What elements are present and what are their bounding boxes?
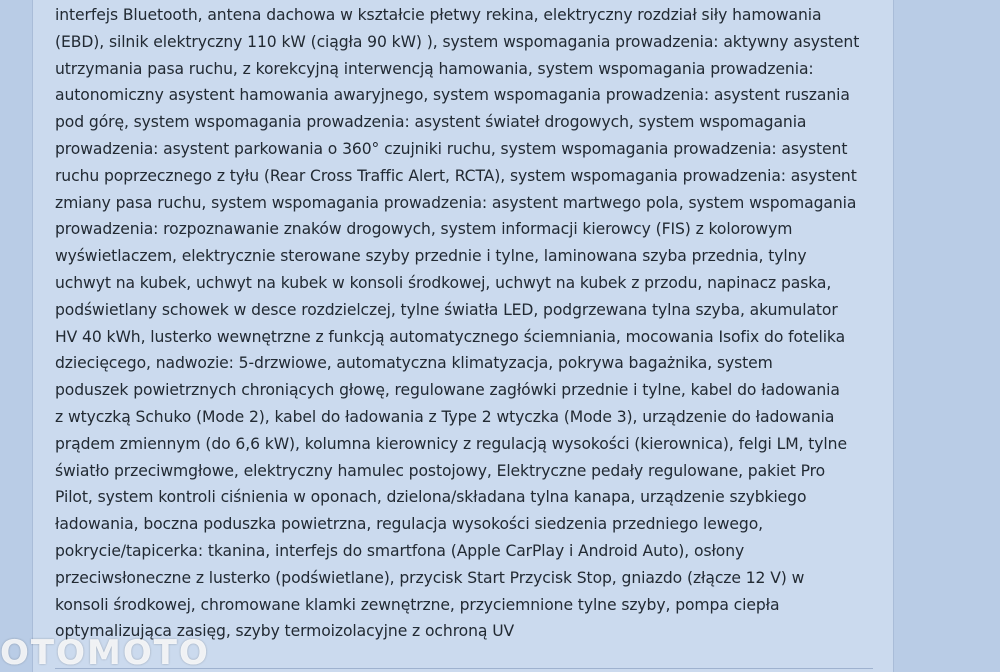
equipment-line: interfejs Bluetooth, antena dachowa w kształcie płetwy rekina, elektryczny rozdział siły hamowania [55,6,822,24]
equipment-line: HV 40 kWh, lusterko wewnętrzne z funkcją automatycznego ściemniania, mocowania Isofix do fotelika [55,327,846,346]
otomoto-watermark: OTOMOTO [0,633,210,672]
equipment-line: pokrycie/tapicerka: tkanina, interfejs do smartfona (Apple CarPlay i Android Auto), osłony [55,541,745,560]
equipment-line: prowadzenia: rozpoznawanie znaków drogowych, system informacji kierowcy (FIS) z kolorowym [55,220,793,239]
equipment-line: wyświetlaczem, elektrycznie sterowane szyby przednie i tylne, laminowana szyba przednia, tylny [55,247,807,266]
equipment-line: światło przeciwmgłowe, elektryczny hamulec postojowy, Elektryczne pedały regulowane, pakiet Pro [55,461,826,480]
equipment-line: z wtyczką Schuko (Mode 2), kabel do ładowania z Type 2 wtyczka (Mode 3), urządzenie do ładowania [55,407,835,426]
equipment-line: poduszek powietrznych chroniących głowę, regulowane zagłówki przednie i tylne, kabel do ładowania [55,381,840,400]
equipment-line: konsoli środkowej, chromowane klamki zewnętrzne, przyciemnione tylne szyby, pompa ciepła [55,595,780,614]
equipment-line: (EBD), silnik elektryczny 110 kW (ciągła 90 kW) ), system wspomagania prowadzenia: aktywny asystent [55,32,860,51]
equipment-line: uchwyt na kubek, uchwyt na kubek w konsoli środkowej, uchwyt na kubek z przodu, napinacz paska, [55,273,832,292]
equipment-line: prądem zmiennym (do 6,6 kW), kolumna kierownicy z regulacją wysokości (kierownica), felgi LM, tylne [55,434,847,453]
equipment-line: autonomiczny asystent hamowania awaryjnego, system wspomagania prowadzenia: asystent ruszania [55,86,850,105]
equipment-line: zmiany pasa ruchu, system wspomagania prowadzenia: asystent martwego pola, system wspomagania [55,193,857,212]
equipment-line: podświetlany schowek w desce rozdzielczej, tylne światła LED, podgrzewana tylna szyba, akumulator [55,300,838,319]
equipment-description [55,2,887,645]
equipment-line: ruchu poprzecznego z tyłu (Rear Cross Traffic Alert, RCTA), system wspomagania prowadzenia: asystent [55,166,857,185]
equipment-line: optymalizująca zasięg, szyby termoizolacyjne z ochroną UV [55,622,515,641]
equipment-line: pod górę, system wspomagania prowadzenia: asystent świateł drogowych, system wspomagania [55,113,807,132]
equipment-line: przeciwsłoneczne z lusterko (podświetlane), przycisk Start Przycisk Stop, gniazdo (złącze 12 V) w [55,568,805,587]
equipment-line: dziecięcego, nadwozie: 5-drzwiowe, automatyczna klimatyzacja, pokrywa bagażnika, system [55,354,773,373]
equipment-line: utrzymania pasa ruchu, z korekcyjną interwencją hamowania, system wspomagania prowadzenia: [55,59,814,78]
equipment-line: ładowania, boczna poduszka powietrzna, regulacja wysokości siedzenia przedniego lewego, [55,515,764,534]
equipment-line: prowadzenia: asystent parkowania o 360° czujniki ruchu, system wspomagania prowadzenia: asystent [55,139,848,158]
equipment-panel [32,0,894,672]
equipment-line: Pilot, system kontroli ciśnienia w oponach, dzielona/składana tylna kanapa, urządzenie szybkiego [55,488,807,507]
